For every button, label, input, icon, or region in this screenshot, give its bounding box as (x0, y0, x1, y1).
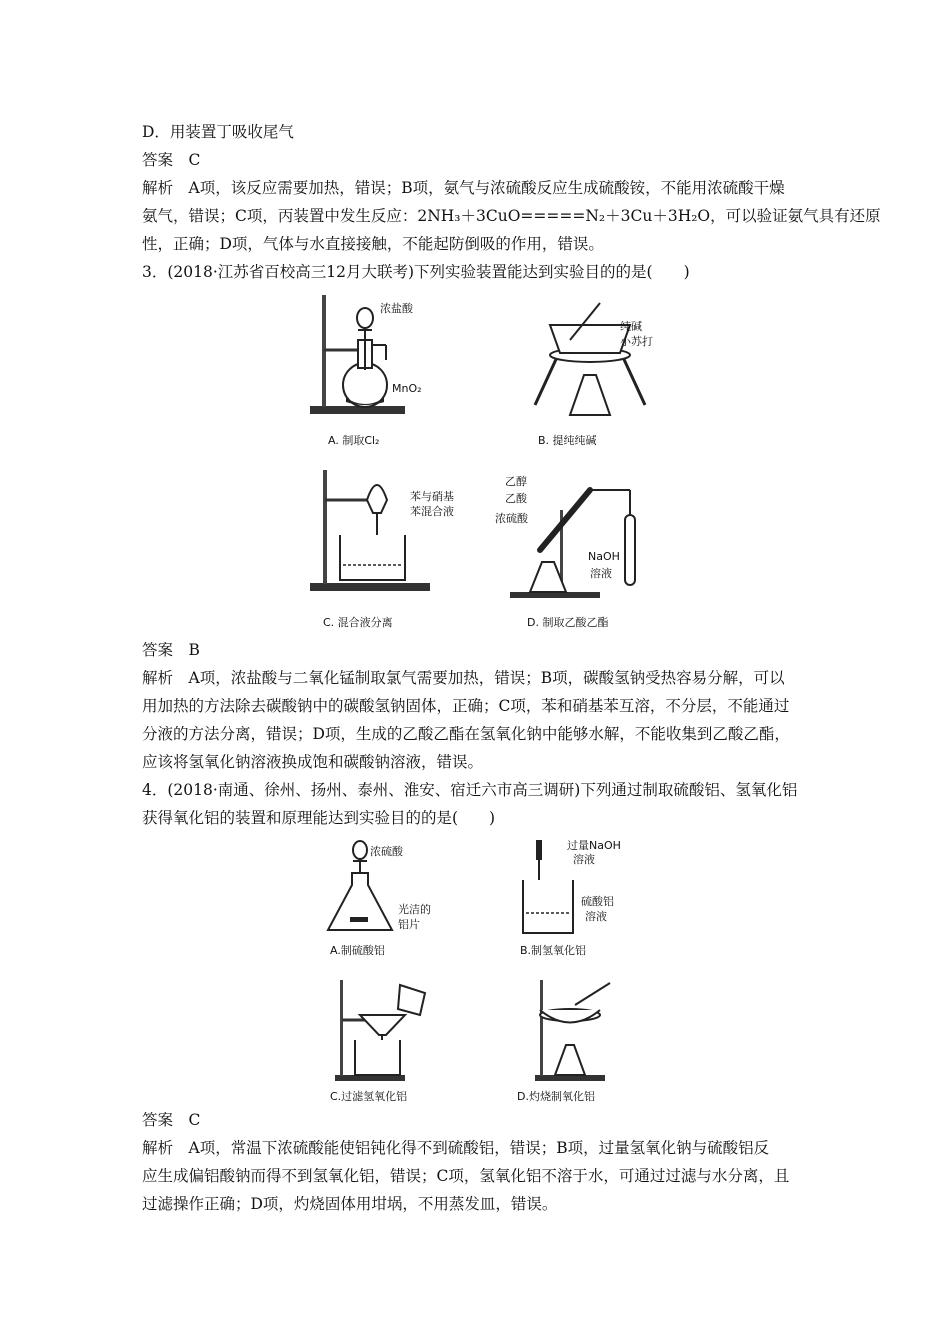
analysis-q4-line1: 解析 A项，常温下浓硫酸能使铝钝化得不到硫酸铝，错误；B项，过量氢氧化钠与硫酸铝反 (142, 1139, 770, 1157)
analysis-q2-line2: 氨气，错误；C项，丙装置中发生反应：2NH₃＋3CuO=====N₂＋3Cu＋3H₂O，可以验证氨气具有还原 (142, 207, 881, 225)
question-4-stem-1: 4．(2018·南通、徐州、扬州、泰州、淮安、宿迁六市高三调研)下列通过制取硫酸铝、氢氧化铝 (142, 781, 798, 799)
q4-caption-d: D.灼烧制氧化铝 (517, 1090, 595, 1103)
question-4-stem-2: 获得氧化铝的装置和原理能达到实验目的的是( ) (142, 809, 496, 827)
q3-figure-a (300, 290, 460, 450)
q3-caption-b: B. 提纯纯碱 (538, 434, 597, 447)
q3-figure-c (305, 465, 475, 600)
label-mixture-2: 苯混合液 (410, 505, 454, 518)
q4-figure-a (320, 835, 460, 940)
label-ethanol: 乙醇 (505, 475, 527, 488)
label-solution-2: 溶液 (585, 910, 607, 923)
q4-figure-b (515, 835, 655, 940)
answer-q2: 答案 C (142, 151, 201, 169)
answer-q3: 答案 B (142, 641, 200, 659)
q4-caption-b: B.制氢氧化铝 (520, 944, 587, 957)
label-conc-hcl: 浓盐酸 (380, 302, 413, 315)
analysis-q3-line2: 用加热的方法除去碳酸钠中的碳酸氢钠固体，正确；C项，苯和硝基苯互溶，不分层，不能通过 (142, 697, 790, 715)
q4-caption-c: C.过滤氢氧化铝 (330, 1090, 408, 1103)
label-excess-naoh: 过量NaOH (567, 839, 621, 852)
analysis-q3-line4: 应该将氢氧化钠溶液换成饱和碳酸钠溶液，错误。 (142, 753, 484, 771)
analysis-q2-line1: 解析 A项，该反应需要加热，错误；B项，氨气与浓硫酸反应生成硫酸铵，不能用浓硫酸干燥 (142, 179, 785, 197)
analysis-q4-line3: 过滤操作正确；D项，灼烧固体用坩埚，不用蒸发皿，错误。 (142, 1195, 558, 1213)
label-conc-h2so4: 浓硫酸 (495, 512, 528, 525)
label-mno2: MnO₂ (392, 382, 422, 395)
label-solution: 溶液 (590, 567, 612, 580)
analysis-q3-line3: 分液的方法分离，错误；D项，生成的乙酸乙酯在氢氧化钠中能够水解，不能收集到乙酸乙酯， (142, 725, 790, 743)
label-clean-1: 光洁的 (398, 903, 431, 916)
question-3-stem: 3．(2018·江苏省百校高三12月大联考)下列实验装置能达到实验目的的是( ) (142, 263, 690, 281)
label-al2so4: 硫酸铝 (581, 895, 614, 908)
label-naoh: NaOH (588, 550, 620, 563)
q4-figure-d (520, 975, 620, 1085)
q3-figure-d (495, 470, 660, 605)
label-baking-soda: 小苏打 (620, 335, 653, 348)
q4-figure-c (330, 975, 440, 1085)
analysis-q2-line3: 性，正确；D项，气体与水直接接触，不能起防倒吸的作用，错误。 (142, 235, 604, 253)
q3-caption-c: C. 混合液分离 (323, 616, 393, 629)
label-aluminum: 铝片 (398, 918, 420, 931)
label-soda-ash: 纯碱 (620, 320, 642, 333)
q3-caption-a: A. 制取Cl₂ (328, 434, 380, 447)
analysis-q4-line2: 应生成偏铝酸钠而得不到氢氧化铝，错误；C项，氢氧化铝不溶于水，可通过过滤与水分离，且 (142, 1167, 790, 1185)
analysis-q3-line1: 解析 A项，浓盐酸与二氧化锰制取氯气需要加热，错误；B项，碳酸氢钠受热容易分解，可以 (142, 669, 785, 687)
q3-figure-b (510, 295, 670, 425)
option-d: D．用装置丁吸收尾气 (142, 123, 294, 141)
answer-q4: 答案 C (142, 1111, 201, 1129)
label-acetic-acid: 乙酸 (505, 492, 527, 505)
q3-caption-d: D. 制取乙酸乙酯 (527, 616, 609, 629)
label-conc-h2so4-q4: 浓硫酸 (370, 845, 403, 858)
label-mixture-1: 苯与硝基 (410, 490, 454, 503)
q4-caption-a: A.制硫酸铝 (330, 944, 385, 957)
label-solution-1: 溶液 (573, 853, 595, 866)
